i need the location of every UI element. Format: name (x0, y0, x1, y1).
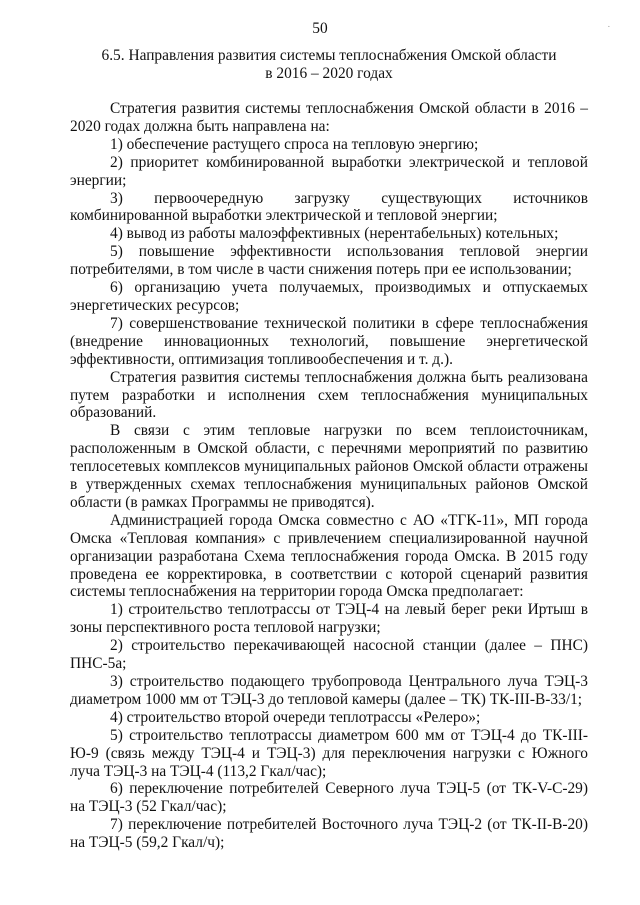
corner-mark: . (607, 19, 610, 29)
list-item: 5) строительство теплотрассы диаметром 600 мм от ТЭЦ-4 до ТК-III-Ю-9 (связь между ТЭЦ-4 и ТЭЦ-3) для переключения нагрузки с Южного луча ТЭЦ-3 на ТЭЦ-4 (113,2 Гкал/час); (70, 726, 588, 780)
list-item: 3) первоочередную загрузку существующих источников комбинированной выработки электрической и тепловой энергии; (70, 189, 588, 225)
list-item: 6) организацию учета получаемых, производимых и отпускаемых энергетических ресурсов; (70, 279, 588, 314)
list-item: 7) переключение потребителей Восточного луча ТЭЦ-2 (от ТК-II-В-20) на ТЭЦ-5 (59,2 Гкал/ч); (70, 816, 588, 852)
heading-line: в 2016 – 2020 годах (265, 64, 393, 82)
list-item: 1) обеспечение растущего спроса на тепловую энергию; (110, 135, 479, 153)
paragraph: Стратегия развития системы теплоснабжения Омской области в 2016 – 2020 годах должна быть направлена на: (70, 100, 588, 135)
section-heading (70, 47, 588, 83)
paragraph: Стратегия развития системы теплоснабжения должна быть реализована путем разработки и исполнения схем теплоснабжения муниципальных образований. (70, 368, 588, 422)
list-item: 6) переключение потребителей Северного луча ТЭЦ-5 (от ТК-V-С-29) на ТЭЦ-3 (52 Гкал/час); (70, 780, 588, 816)
list-item: 2) приоритет комбинированной выработки электрической и тепловой энергии; (70, 153, 588, 189)
list-item: 4) строительство второй очереди теплотрассы «Релеро»; (110, 708, 481, 726)
paragraph: В связи с этим тепловые нагрузки по всем теплоисточникам, расположенным в Омской области, с перечнями мероприятий по развитию теплосетевых комплексов муниципальных районов Омской области отражены в утвержденных схемах теплоснабжения муниципальных районов Омской области (в рамках Программы не приводятся). (70, 422, 588, 511)
page-number: 50 (312, 20, 328, 37)
list-item: 5) повышение эффективности использования тепловой энергии потребителями, в том числе в части снижения потерь при ее использовании; (70, 243, 588, 279)
list-item: 1) строительство теплотрассы от ТЭЦ-4 на левый берег реки Иртыш в зоны перспективного роста тепловой нагрузки; (70, 601, 588, 637)
paragraph: Администрацией города Омска совместно с АО «ТГК-11», МП города Омска «Тепловая компания» с привлечением специализированной научной организации разработана Схема теплоснабжения города Омска. В 2015 году проведена ее корректировка, в соответствии с которой сценарий развития системы теплоснабжения на территории города Омска предполагает: (70, 511, 588, 601)
list-item: 4) вывод из работы малоэффективных (нерентабельных) котельных; (110, 225, 559, 243)
list-item: 3) строительство подающего трубопровода Центрального луча ТЭЦ-3 диаметром 1000 мм от ТЭЦ-3 до тепловой камеры (далее – ТК) ТК-III-В-33/1; (70, 673, 588, 708)
list-item: 7) совершенствование технической политики в сфере теплоснабжения (внедрение инновационных технологий, повышение энергетической эффективности, оптимизация топливообеспечения и т. д.). (70, 314, 588, 368)
list-item: 2) строительство перекачивающей насосной станции (далее – ПНС) ПНС-5а; (70, 637, 588, 673)
heading-line: 6.5. Направления развития системы теплоснабжения Омской области (101, 47, 557, 64)
body-text (70, 100, 588, 852)
